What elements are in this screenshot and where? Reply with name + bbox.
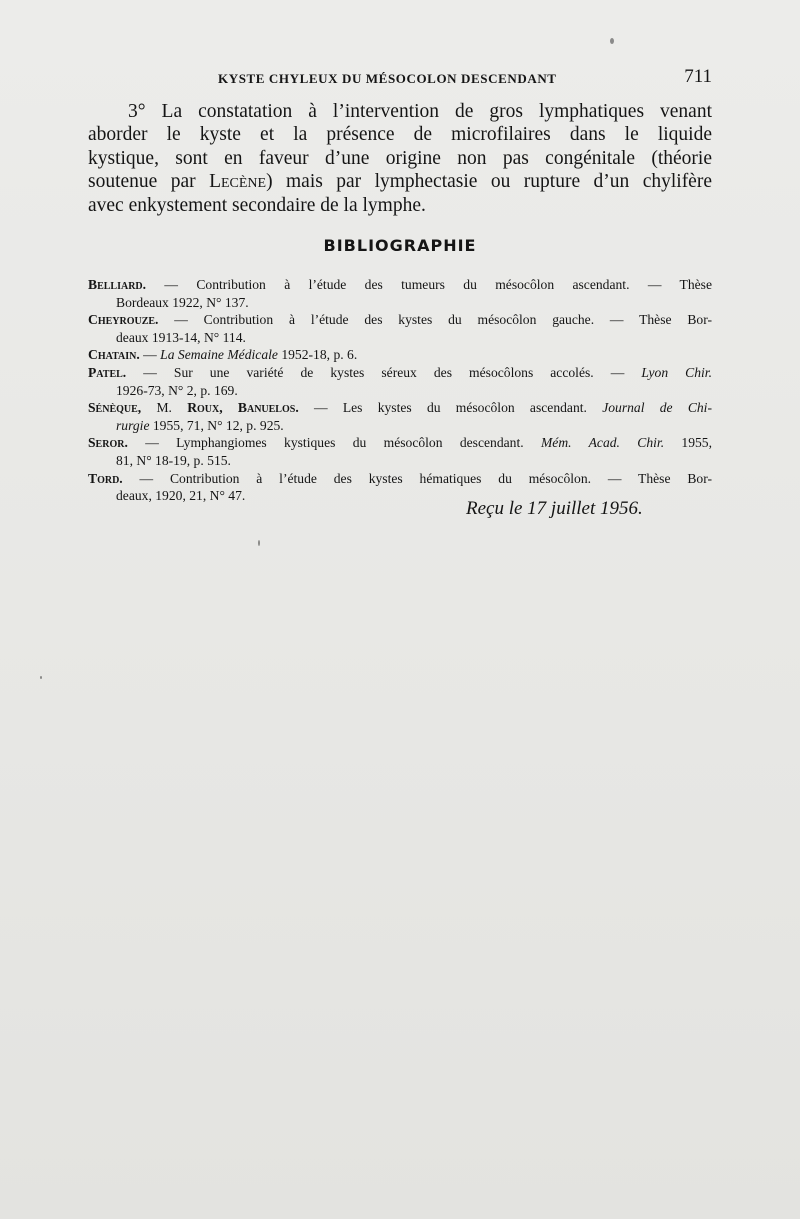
bibliography-entry	[88, 346, 712, 364]
entry-text	[223, 400, 238, 415]
entry-author: Chatain.	[88, 347, 140, 363]
entry-text: — Contribution à l’étude des kystes du mésocôlon gauche. — Thèse Bor-	[174, 312, 712, 328]
entry-text: 1955, 71, N° 12, p. 925.	[149, 417, 284, 433]
entry-author: Patel.	[88, 364, 127, 380]
entry-line	[88, 346, 712, 364]
entry-author: Seror.	[88, 435, 128, 451]
bibliography-entry	[88, 434, 712, 469]
bibliography-entry	[88, 364, 712, 399]
bibliography-heading: BIBLIOGRAPHIE	[323, 236, 477, 255]
entry-author: Banuelos.	[237, 400, 299, 416]
entry-line	[88, 417, 712, 435]
entry-line: Bordeaux 1922, N° 137.	[116, 294, 249, 310]
author-name-small-caps: Lecène	[209, 171, 267, 193]
page-number: 711	[684, 66, 712, 87]
entry-text: M.	[141, 400, 188, 416]
entry-line: 81, N° 18-19, p. 515.	[116, 452, 231, 468]
bibliography-entry	[88, 311, 712, 346]
entry-line	[88, 470, 712, 488]
entry-line	[88, 276, 712, 294]
entry-line	[88, 311, 712, 329]
entry-text: — Lymphangiomes kystiques du mésocôlon descendant.	[145, 435, 541, 451]
entry-text: 1952-18, p. 6.	[277, 347, 358, 363]
entry-author: Tord.	[88, 470, 123, 486]
entry-author: Sénèque,	[88, 400, 142, 416]
entry-text: — Contribution à l’étude des tumeurs du mésocôlon ascendant. — Thèse	[164, 277, 712, 292]
journal-title: Mém. Acad. Chir.	[540, 435, 665, 451]
entry-text: — Sur une variété de kystes séreux des mésocôlons accolés. —	[143, 364, 642, 380]
entry-line: deaux 1913-14, N° 114.	[116, 329, 246, 345]
entry-author: Belliard.	[88, 277, 147, 292]
entry-text: — Contribution à l’étude des kystes hématiques du mésocôlon. — Thèse Bor-	[139, 470, 712, 486]
entry-text: 1955,	[664, 435, 713, 451]
journal-title: rurgie	[116, 417, 150, 433]
entry-text: — Les kystes du mésocôlon ascendant.	[298, 400, 603, 416]
bibliography-entry	[88, 276, 712, 311]
conclusion-text: ) mais par lymphectasie ou rupture d’un chylifère	[266, 171, 712, 193]
received-date: Reçu le 17 juillet 1956.	[466, 498, 643, 519]
paper-speck	[258, 540, 260, 546]
conclusion-line: kystique, sont en faveur d’une origine non pas congénitale (théorie	[88, 147, 712, 169]
conclusion-line: aborder le kyste et la présence de microfilaires dans le liquide	[88, 124, 712, 146]
conclusion-text: soutenue par	[88, 171, 210, 193]
bibliography-entry	[88, 399, 712, 434]
entry-line: deaux, 1920, 21, N° 47.	[116, 488, 246, 504]
conclusion-line: avec enkystement secondaire de la lymphe.	[88, 194, 426, 216]
conclusion-line	[88, 170, 712, 193]
entry-author: Roux,	[187, 400, 223, 416]
entry-line	[88, 434, 712, 452]
bibliography-list	[88, 276, 712, 505]
running-header	[88, 68, 712, 90]
entry-line	[88, 364, 712, 382]
paper-speck	[40, 676, 42, 679]
conclusion-paragraph	[88, 100, 712, 217]
entry-text: —	[143, 347, 161, 363]
paper-speck	[610, 38, 614, 44]
journal-title: Journal de Chi-	[602, 400, 712, 416]
journal-title: Lyon Chir.	[641, 364, 712, 380]
entry-line	[88, 399, 712, 417]
conclusion-line: 3° La constatation à l’intervention de gros lymphatiques venant	[128, 101, 712, 122]
entry-line: 1926-73, N° 2, p. 169.	[116, 382, 238, 398]
journal-title: La Semaine Médicale	[160, 347, 278, 363]
running-title: KYSTE CHYLEUX DU MÉSOCOLON DESCENDANT	[218, 71, 557, 86]
entry-author: Cheyrouze.	[88, 312, 159, 328]
